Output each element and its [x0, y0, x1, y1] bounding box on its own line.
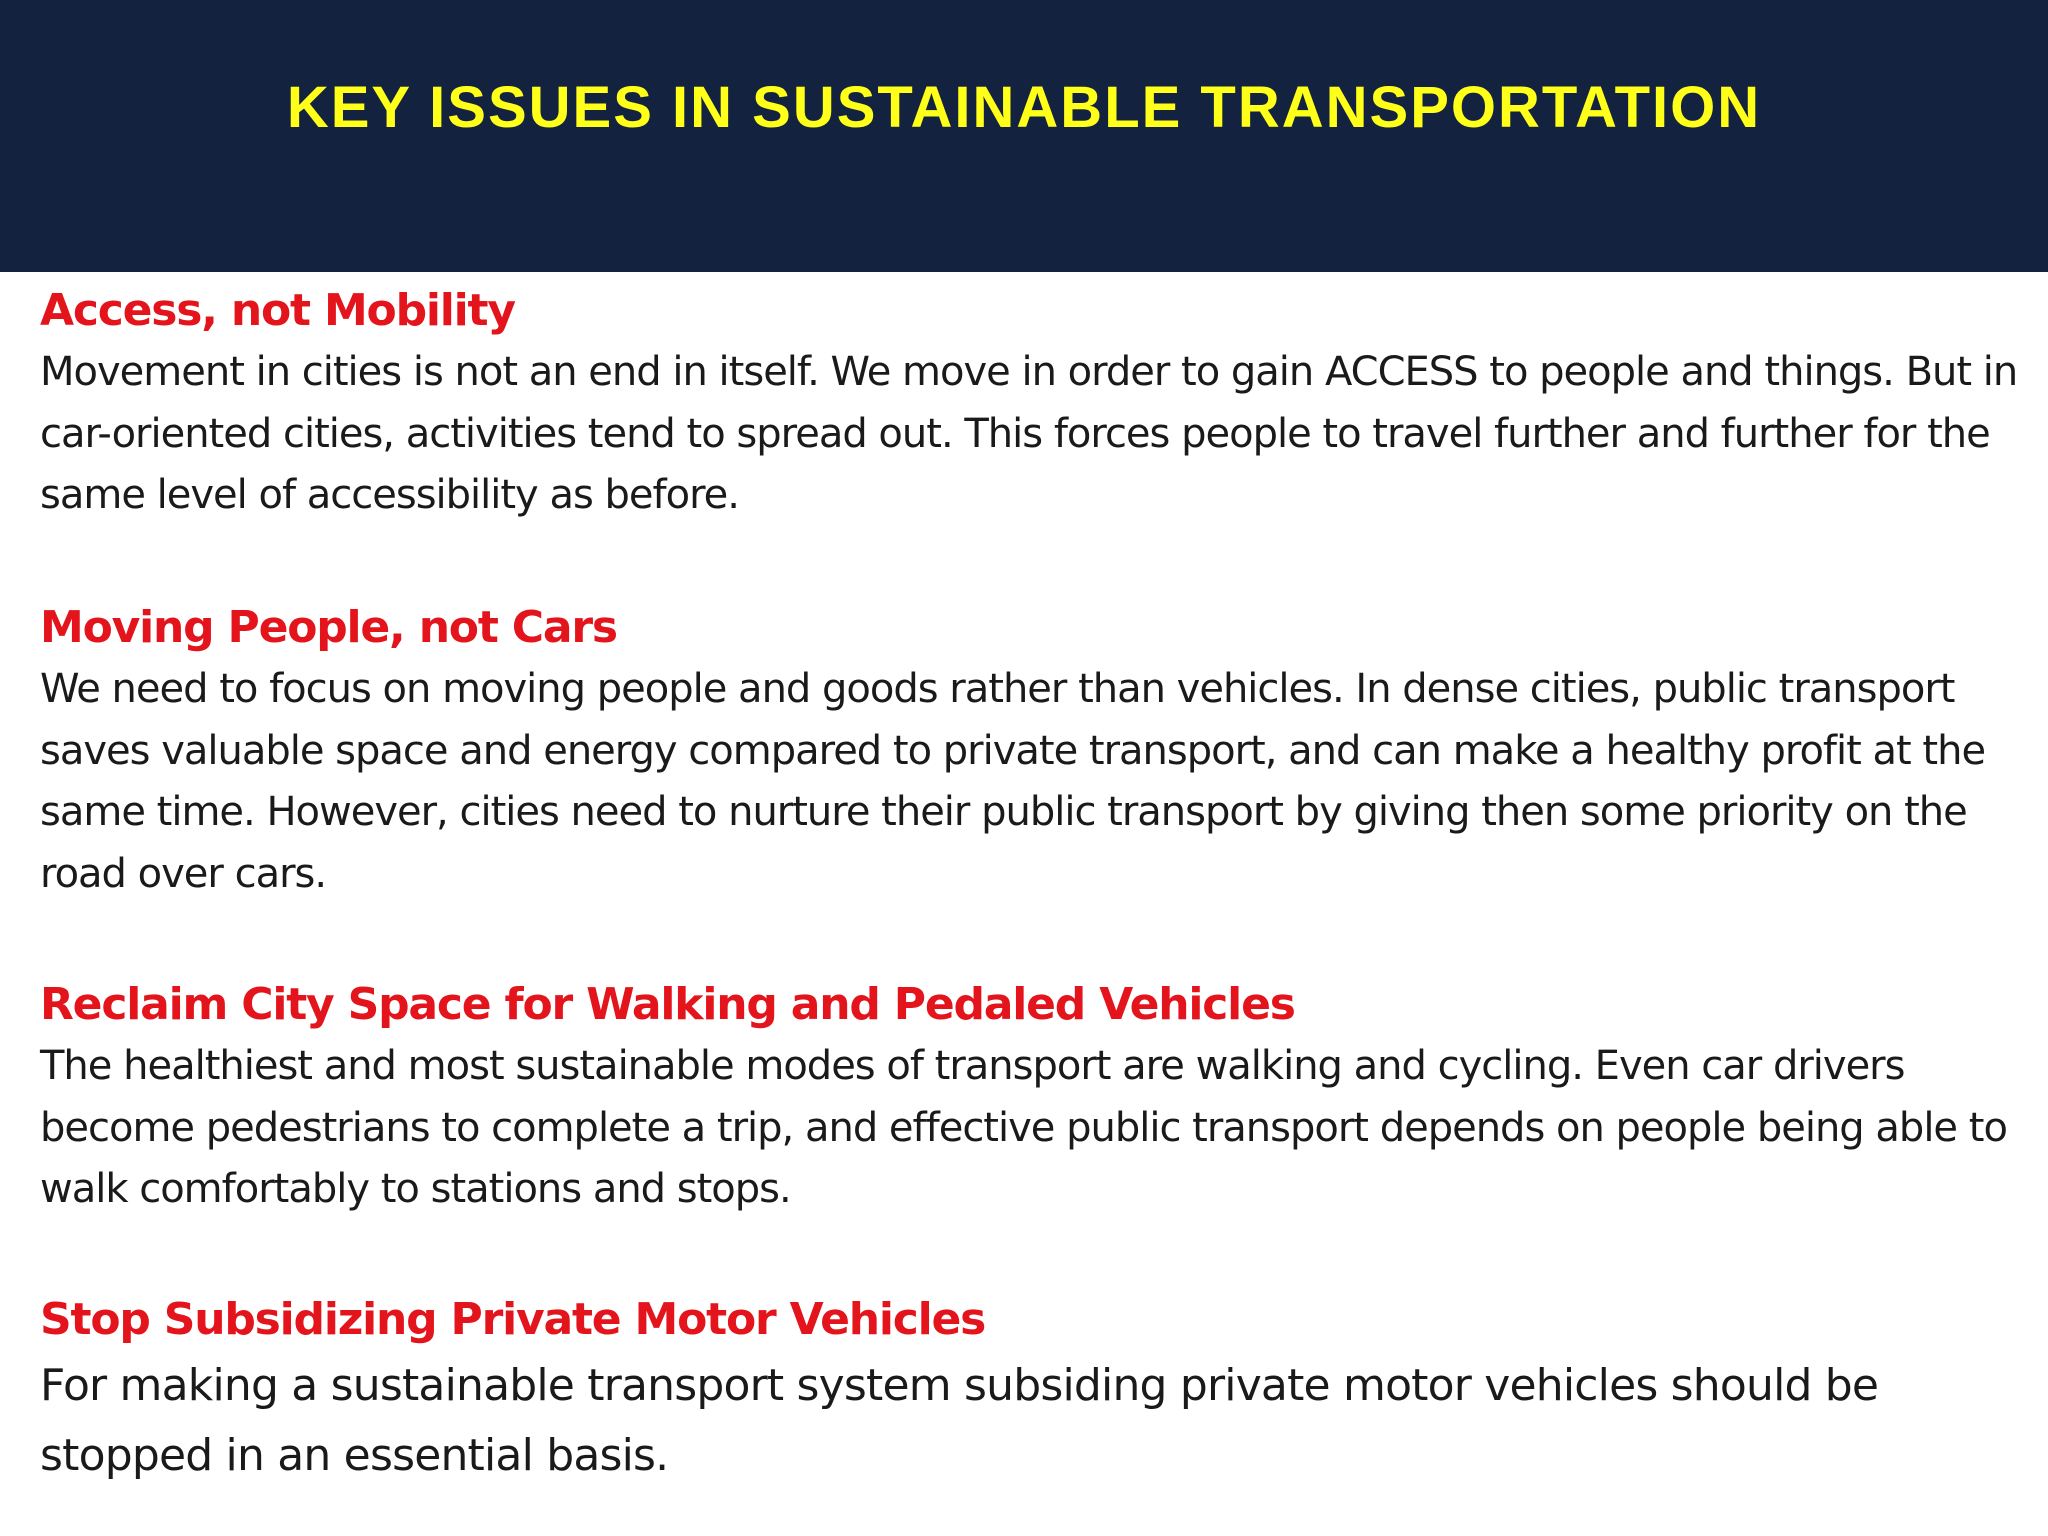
section-access-not-mobility — [40, 280, 2030, 527]
slide-title: KEY ISSUES IN SUSTAINABLE TRANSPORTATION — [286, 75, 1762, 140]
section-body: For making a sustainable transport system subsiding private motor vehicles should be stopped in an essential basis. — [40, 1360, 1879, 1481]
section-heading: Stop Subsidizing Private Motor Vehicles — [40, 1294, 986, 1345]
section-heading: Moving People, not Cars — [40, 602, 617, 653]
section-body: Movement in cities is not an end in itself. We move in order to gain ACCESS to people and things. But in car-oriented cities, activities tend to spread out. This forces people to travel further and further for the same level of accessibility as before. — [40, 349, 2018, 518]
section-stop-subsidizing — [40, 1289, 2030, 1491]
section-heading: Access, not Mobility — [40, 285, 515, 336]
section-reclaim-city-space — [40, 974, 2030, 1221]
section-body: We need to focus on moving people and goods rather than vehicles. In dense cities, public transport saves valuable space and energy compared to private transport, and can make a healthy profit at the same time. However, cities need to nurture their public transport by giving then some priority on the road over cars. — [40, 666, 1986, 897]
section-body: The healthiest and most sustainable modes of transport are walking and cycling. Even car drivers become pedestrians to complete a trip, and effective public transport depends on people being able to walk comfortably to stations and stops. — [40, 1043, 2007, 1212]
section-moving-people-not-cars — [40, 597, 2030, 905]
title-banner — [0, 0, 2048, 272]
section-heading: Reclaim City Space for Walking and Pedaled Vehicles — [40, 979, 1295, 1030]
